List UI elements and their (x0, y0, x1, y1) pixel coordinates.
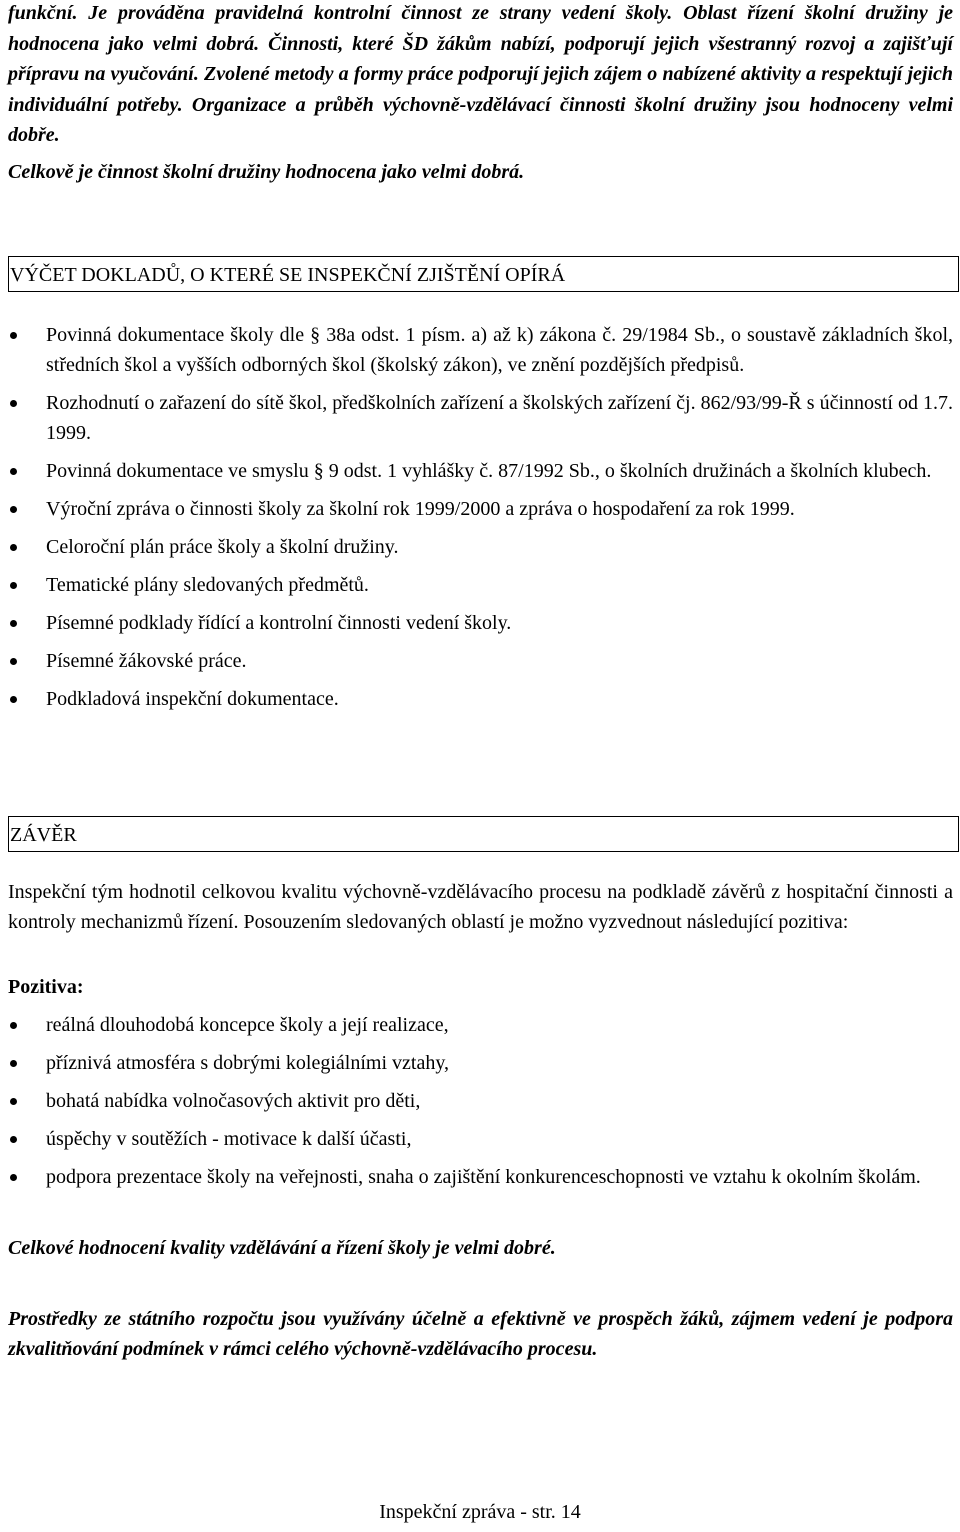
list-item (8, 1162, 953, 1192)
list-item (8, 1010, 953, 1040)
positives-label: Pozitiva: (8, 976, 84, 998)
list-item (8, 456, 953, 486)
list-item-text: Písemné podklady řídící a kontrolní činnosti vedení školy. (46, 612, 512, 634)
list-item-text: úspěchy v soutěžích - motivace k další účasti, (46, 1128, 412, 1150)
list-item-text: Povinná dokumentace školy dle § 38a odst. 1 písm. a) až k) zákona č. 29/1984 Sb., o soustavě základních škol, středních škol a vyšších odborných škol (školský zákon), ve znění pozdějších předpisů. (46, 324, 953, 376)
list-item-text: Podkladová inspekční dokumentace. (46, 688, 339, 710)
list-item (8, 532, 953, 562)
list-item (8, 684, 953, 714)
conclusion-text: Inspekční tým hodnotil celkovou kvalitu výchovně-vzdělávacího procesu na podkladě závěrů z hospitační činnosti a kontroly mechanizmů řízení. Posouzením sledovaných oblastí je možno vyzvednout následující pozitiva: (8, 881, 953, 933)
list-item (8, 1124, 953, 1154)
list-item (8, 320, 953, 380)
intro-section (8, 0, 953, 187)
budget-statement: Prostředky ze státního rozpočtu jsou využívány účelně a efektivně ve prospěch žáků, zájmem vedení je podpora zkvalitňování podmínek v rámci celého výchovně-vzdělávacího procesu. (8, 1308, 953, 1360)
list-item-text: bohatá nabídka volnočasových aktivit pro děti, (46, 1090, 421, 1112)
list-item-text: příznivá atmosféra s dobrými kolegiálními vztahy, (46, 1052, 450, 1074)
overall-assessment: Celkové hodnocení kvality vzdělávání a řízení školy je velmi dobré. (8, 1237, 556, 1259)
list-item (8, 494, 953, 524)
list-item-text: podpora prezentace školy na veřejnosti, snaha o zajištění konkurenceschopnosti ve vztahu k okolním školám. (46, 1166, 921, 1188)
list-item-text: Výroční zpráva o činnosti školy za školní rok 1999/2000 a zpráva o hospodaření za rok 1999. (46, 498, 795, 520)
list-item-text: reálná dlouhodobá koncepce školy a její realizace, (46, 1014, 449, 1036)
page-footer (0, 1497, 960, 1527)
positives-list (8, 1010, 953, 1192)
list-item-text: Písemné žákovské práce. (46, 650, 247, 672)
list-item (8, 570, 953, 600)
list-item-text: Povinná dokumentace ve smyslu § 9 odst. 1 vyhlášky č. 87/1992 Sb., o školních družinách a školních klubech. (46, 460, 932, 482)
list-item (8, 646, 953, 676)
list-item (8, 388, 953, 448)
list-item (8, 608, 953, 638)
list-item (8, 1048, 953, 1078)
intro-total: Celkově je činnost školní družiny hodnocena jako velmi dobrá. (8, 160, 525, 183)
page-number: Inspekční zpráva - str. 14 (379, 1501, 581, 1523)
list-item-text: Rozhodnutí o zařazení do sítě škol, předškolních zařízení a školských zařízení čj. 862/93/99-Ř s účinností od 1.7. 1999. (46, 392, 953, 444)
evidence-list (8, 320, 953, 714)
list-item (8, 1086, 953, 1116)
list-item-text: Tematické plány sledovaných předmětů. (46, 574, 369, 596)
evidence-heading: VÝČET DOKLADŮ, O KTERÉ SE INSPEKČNÍ ZJIŠTĚNÍ OPÍRÁ (10, 264, 566, 286)
evidence-heading-box (8, 256, 959, 292)
intro-paragraph: funkční. Je prováděna pravidelná kontrolní činnost ze strany vedení školy. Oblast řízení školní družiny je hodnocena jako velmi dobrá. Činnosti, které ŠD žákům nabízí, podporují jejich všestranný rozvoj a zajišťují přípravu na vyučování. Zvolené metody a formy práce podporují jejich zájem o nabízené aktivity a respektují jejich individuální potřeby. Organizace a průběh výchovně-vzdělávací činnosti školní družiny jsou hodnoceny velmi dobře. (8, 2, 953, 146)
conclusion-heading: ZÁVĚR (10, 824, 77, 846)
list-item-text: Celoroční plán práce školy a školní družiny. (46, 536, 399, 558)
conclusion-heading-box (8, 816, 959, 852)
